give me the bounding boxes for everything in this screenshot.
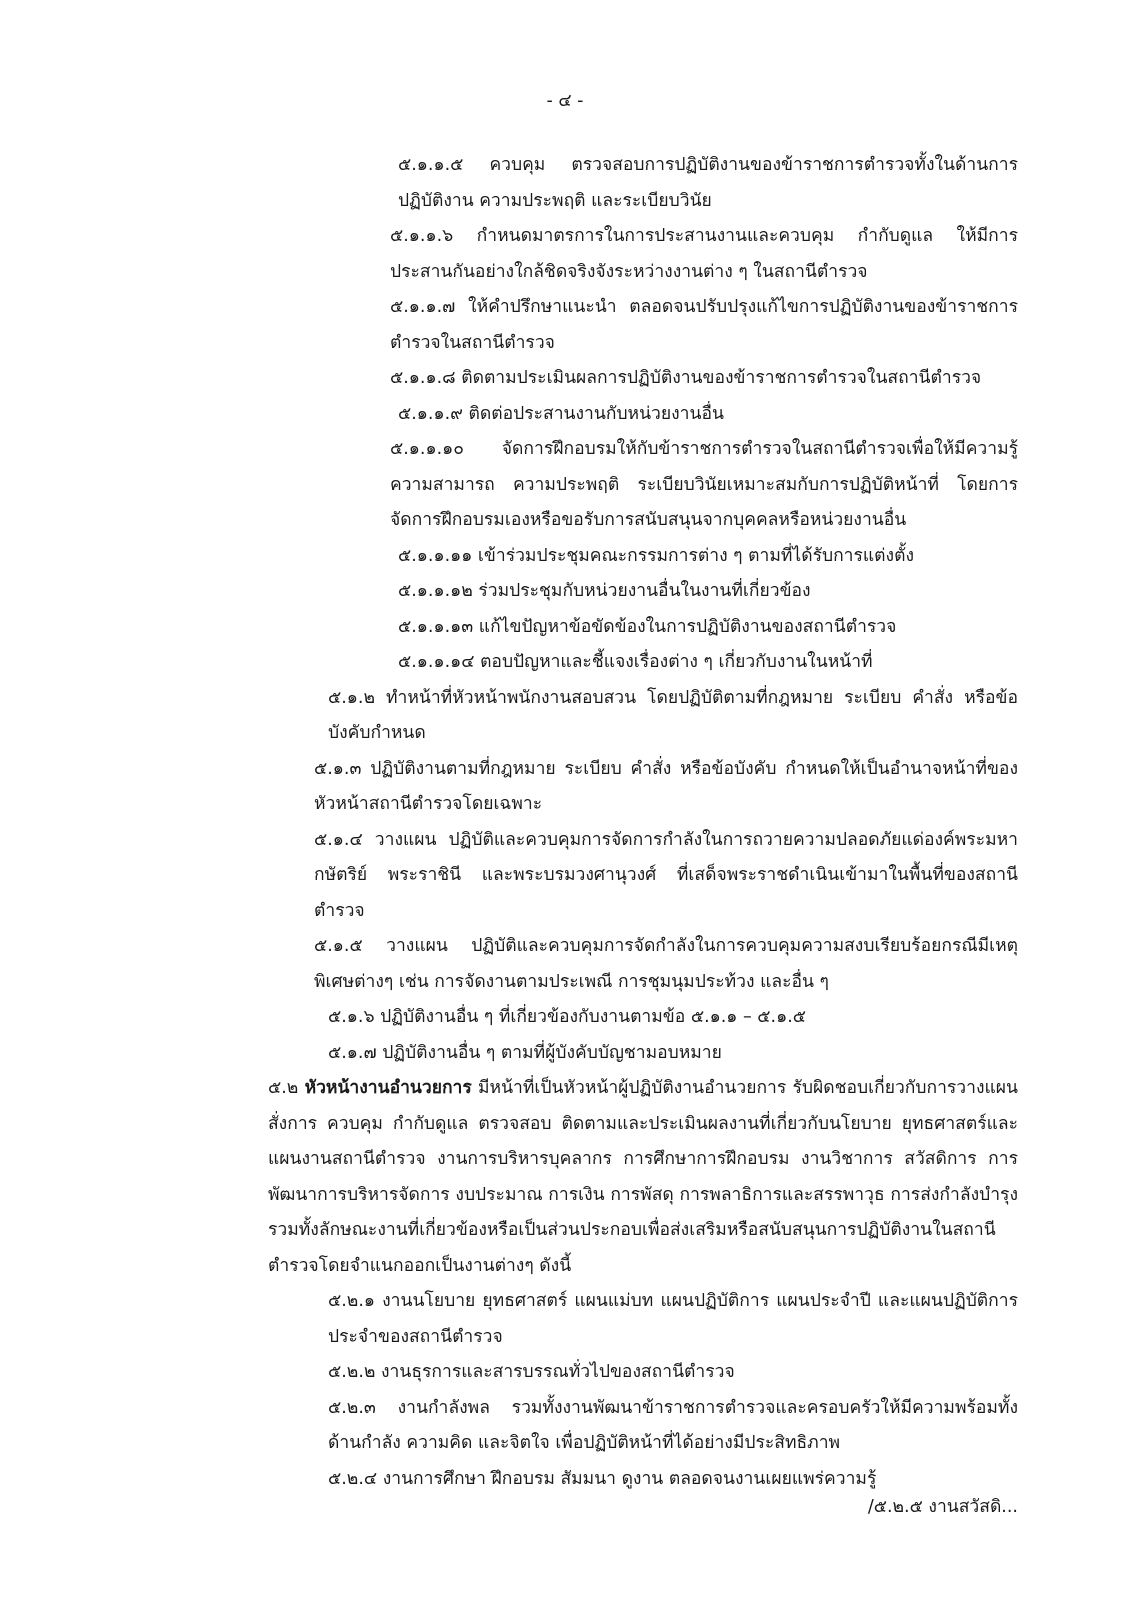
paragraph-5-1-4: ๕.๑.๔ วางแผน ปฏิบัติและควบคุมการจัดการกำลังในการถวายความปลอดภัยแด่องค์พระมหากษัตริย์ พระราชินี และพระบรมวงศานุวงศ์ ที่เสด็จพระราชดำเนินเข้ามาในพื้นที่ของสถานีตำรวจ <box>314 829 1018 921</box>
paragraph-5-2-2: ๕.๒.๒ งานธุรการและสารบรรณทั่วไปของสถานีตำรวจ <box>328 1362 735 1382</box>
paragraph-5-1-1-11: ๕.๑.๑.๑๑ เข้าร่วมประชุมคณะกรรมการต่าง ๆ ตามที่ได้รับการแต่งตั้ง <box>398 545 914 566</box>
paragraph-5-1-7: ๕.๑.๗ ปฏิบัติงานอื่น ๆ ตามที่ผู้บังคับบัญชามอบหมาย <box>328 1042 722 1063</box>
page-number: - ๔ - <box>546 91 584 111</box>
section-heading: หัวหน้างานอำนวยการ <box>304 1078 472 1098</box>
paragraph-5-1-1-8: ๕.๑.๑.๘ ติดตามประเมินผลการปฏิบัติงานของข้าราชการตำรวจในสถานีตำรวจ <box>390 368 982 388</box>
section-number: ๕.๒ <box>268 1078 305 1098</box>
paragraph-5-1-1-12: ๕.๑.๑.๑๒ ร่วมประชุมกับหน่วยงานอื่นในงานที่เกี่ยวข้อง <box>398 581 811 601</box>
paragraph-5-1-1-9: ๕.๑.๑.๙ ติดต่อประสานงานกับหน่วยงานอื่น <box>398 403 724 424</box>
section-text: มีหน้าที่เป็นหัวหน้าผู้ปฏิบัติงานอำนวยการ รับผิดชอบเกี่ยวกับการวางแผน สั่งการ ควบคุม กำกับดูแล ตรวจสอบ ติดตามและประเมินผลงานที่เกี่ยวกับนโยบาย ยุทธศาสตร์และแผนงานสถานีตำรวจ งานการบริหารบุคลากร การศึกษาการฝึกอบรม งานวิชาการ สวัสดิการ การพัฒนาการบริหารจัดการ งบประมาณ การเงิน การพัสดุ การพลาธิการและสรรพาวุธ การส่งกำลังบำรุง รวมทั้งลักษณะงานที่เกี่ยวข้องหรือเป็นส่วนประกอบเพื่อส่งเสริมหรือสนับสนุนการปฏิบัติงานในสถานีตำรวจโดยจำแนกออกเป็นงานต่างๆ ดังนี้ <box>268 1078 1018 1276</box>
continuation-note: /๕.๒.๕ งานสวัสดิ... <box>867 1497 1018 1517</box>
paragraph-5-1-1-10: ๕.๑.๑.๑๐ จัดการฝึกอบรมให้กับข้าราชการตำรวจในสถานีตำรวจเพื่อให้มีความรู้ ความสามารถ ความประพฤติ ระเบียบวินัยเหมาะสมกับการปฏิบัติหน้าที่ โดยการจัดการฝึกอบรมเองหรือขอรับการสนับสนุนจากบุคคลหรือหน่วยงานอื่น <box>390 439 1018 530</box>
paragraph-5-1-1-5: ๕.๑.๑.๕ ควบคุม ตรวจสอบการปฏิบัติงานของข้าราชการตำรวจทั้งในด้านการปฏิบัติงาน ความประพฤติ และระเบียบวินัย <box>398 155 1018 211</box>
paragraph-5-1-6: ๕.๑.๖ ปฏิบัติงานอื่น ๆ ที่เกี่ยวข้องกับงานตามข้อ ๕.๑.๑ – ๕.๑.๕ <box>328 1007 807 1027</box>
paragraph-5-2-3: ๕.๒.๓ งานกำลังพล รวมทั้งงานพัฒนาข้าราชการตำรวจและครอบครัวให้มีความพร้อมทั้งด้านกำลัง ความคิด และจิตใจ เพื่อปฏิบัติหน้าที่ได้อย่างมีประสิทธิภาพ <box>328 1397 1018 1453</box>
paragraph-5-1-1-6: ๕.๑.๑.๖ กำหนดมาตรการในการประสานงานและควบคุม กำกับดูแล ให้มีการประสานกันอย่างใกล้ชิดจริงจังระหว่างงานต่าง ๆ ในสถานีตำรวจ <box>390 226 1018 282</box>
paragraph-5-1-1-13: ๕.๑.๑.๑๓ แก้ไขปัญหาข้อขัดข้องในการปฏิบัติงานของสถานีตำรวจ <box>398 616 897 637</box>
document-body <box>160 148 1018 1497</box>
paragraph-5-1-1-14: ๕.๑.๑.๑๔ ตอบปัญหาและชี้แจงเรื่องต่าง ๆ เกี่ยวกับงานในหน้าที่ <box>398 652 873 672</box>
paragraph-5-1-5: ๕.๑.๕ วางแผน ปฏิบัติและควบคุมการจัดกำลังในการควบคุมความสงบเรียบร้อยกรณีมีเหตุพิเศษต่างๆ เช่น การจัดงานตามประเพณี การชุมนุมประท้วง และอื่น ๆ <box>314 936 1018 992</box>
paragraph-5-1-2: ๕.๑.๒ ทำหน้าที่หัวหน้าพนักงานสอบสวน โดยปฏิบัติตามที่กฎหมาย ระเบียบ คำสั่ง หรือข้อบังคับกำหนด <box>328 687 1018 743</box>
paragraph-5-2 <box>160 1071 1018 1284</box>
paragraph-5-1-1-7: ๕.๑.๑.๗ ให้คำปรึกษาแนะนำ ตลอดจนปรับปรุงแก้ไขการปฏิบัติงานของข้าราชการตำรวจในสถานีตำรวจ <box>390 297 1018 353</box>
paragraph-5-2-4: ๕.๒.๔ งานการศึกษา ฝึกอบรม สัมมนา ดูงาน ตลอดจนงานเผยแพร่ความรู้ <box>328 1468 877 1489</box>
paragraph-5-1-3: ๕.๑.๓ ปฏิบัติงานตามที่กฎหมาย ระเบียบ คำสั่ง หรือข้อบังคับ กำหนดให้เป็นอำนาจหน้าที่ของหัวหน้าสถานีตำรวจโดยเฉพาะ <box>314 758 1018 814</box>
paragraph-5-2-1: ๕.๒.๑ งานนโยบาย ยุทธศาสตร์ แผนแม่บท แผนปฏิบัติการ แผนประจำปี และแผนปฏิบัติการประจำของสถานีตำรวจ <box>328 1291 1018 1347</box>
